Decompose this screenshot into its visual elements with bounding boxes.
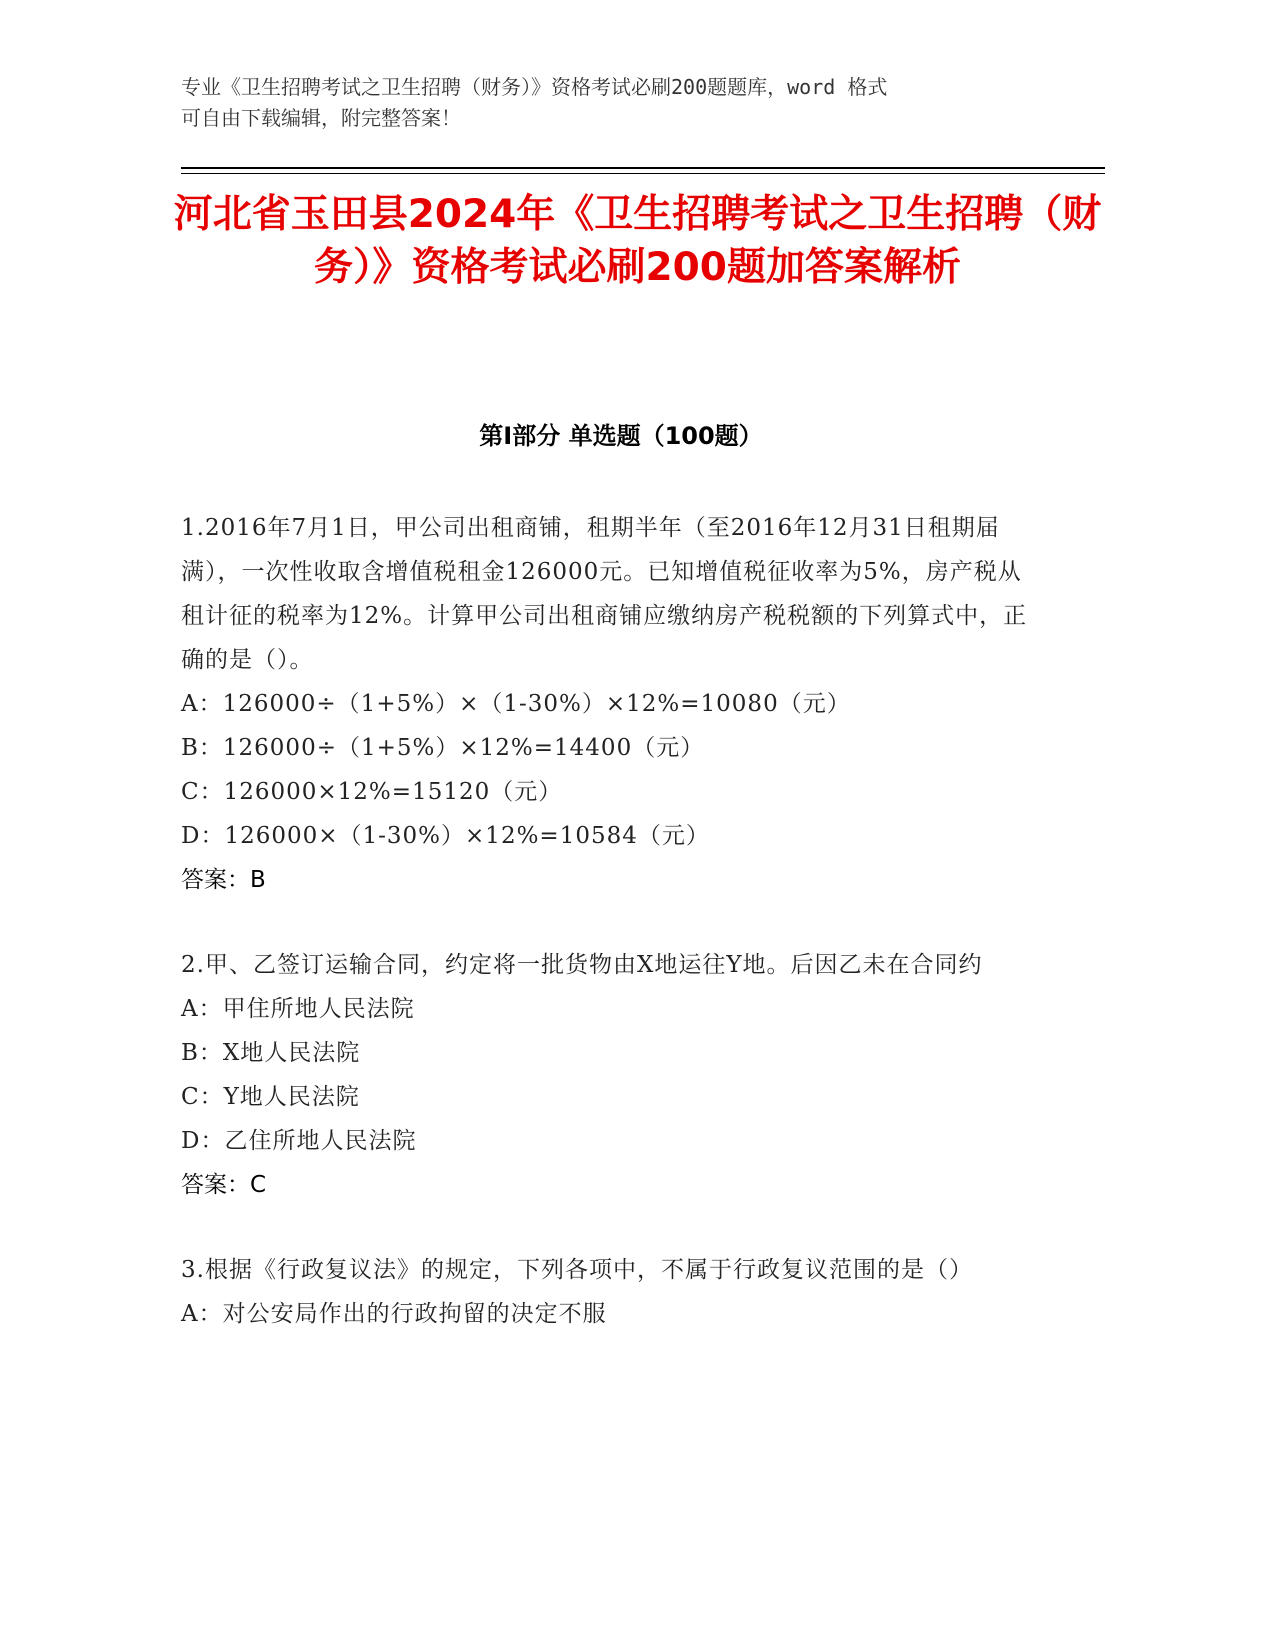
option-a: A：对公安局作出的行政拘留的决定不服 bbox=[181, 1301, 607, 1327]
header-note bbox=[181, 72, 1061, 134]
option-d: D：126000×（1-30%）×12%=10584（元） bbox=[181, 823, 710, 849]
question-stem: 1.2016年7月1日，甲公司出租商铺，租期半年（至2016年12月31日租期届满），一次性收取含增值税租金126000元。已知增值税征收率为5%，房产税从租计征的税率为12%。计算甲公司出租商铺应缴纳房产税税额的下列算式中，正确的是（）。 bbox=[181, 515, 1028, 673]
option-c: C：126000×12%=15120（元） bbox=[181, 779, 563, 805]
document-title: 河北省玉田县2024年《卫生招聘考试之卫生招聘（财务）》资格考试必刷200题加答案解析 bbox=[173, 192, 1102, 290]
option-a: A：126000÷（1+5%）×（1-30%）×12%=10080（元） bbox=[181, 691, 851, 717]
question-3 bbox=[181, 1248, 1031, 1336]
header-rule-thin bbox=[181, 173, 1105, 174]
option-b: B：X地人民法院 bbox=[181, 1040, 361, 1066]
header-note-line-1: 专业《卫生招聘考试之卫生招聘（财务）》资格考试必刷200题题库，word 格式 bbox=[181, 75, 888, 99]
option-b: B：126000÷（1+5%）×12%=14400（元） bbox=[181, 735, 705, 761]
answer: 答案：B bbox=[181, 867, 266, 893]
question-stem: 3.根据《行政复议法》的规定，下列各项中，不属于行政复议范围的是（） bbox=[181, 1257, 973, 1283]
section-title: 第Ⅰ部分 单选题（100题） bbox=[479, 422, 763, 450]
question-1 bbox=[181, 506, 1031, 902]
answer: 答案：C bbox=[181, 1172, 267, 1198]
header-note-line-2: 可自由下载编辑，附完整答案！ bbox=[181, 106, 461, 130]
header-rule-thick bbox=[181, 167, 1105, 169]
option-d: D：乙住所地人民法院 bbox=[181, 1128, 417, 1154]
question-stem: 2.甲、乙签订运输合同，约定将一批货物由X地运往Y地。后因乙未在合同约 bbox=[181, 952, 983, 978]
option-a: A：甲住所地人民法院 bbox=[181, 996, 415, 1022]
question-2 bbox=[181, 943, 1031, 1207]
option-c: C：Y地人民法院 bbox=[181, 1084, 360, 1110]
question-list bbox=[181, 506, 1031, 1377]
